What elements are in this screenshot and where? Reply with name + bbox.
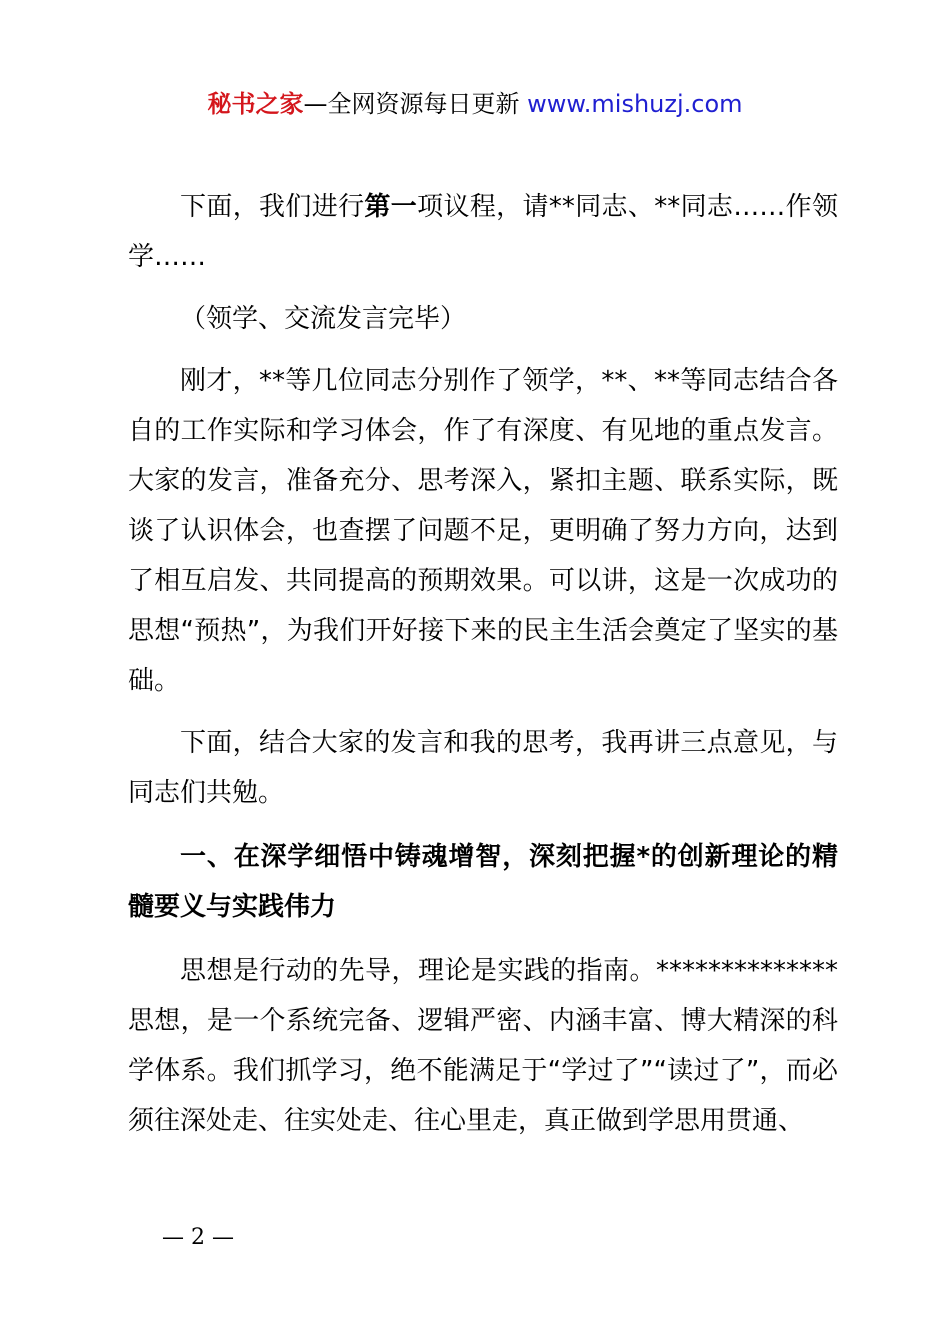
header-tagline: —全网资源每日更新 (303, 90, 520, 118)
section-heading-1: 一、在深学细悟中铸魂增智，深刻把握*的创新理论的精髓要义与实践伟力 (128, 842, 838, 922)
document-body (128, 182, 838, 1146)
page-number: — 2 — (162, 1225, 234, 1250)
paragraph-agenda (128, 182, 838, 282)
paragraph-transition: 下面，结合大家的发言和我的思考，我再讲三点意见，与同志们共勉。 (128, 728, 838, 808)
paragraph-agenda-bold: 第一 (364, 192, 418, 222)
header-brand: 秘书之家 (207, 90, 304, 118)
paragraph-speeches-complete: （领学、交流发言完毕） (180, 304, 467, 334)
paragraph-agenda-start: 下面，我们进行 (180, 192, 365, 222)
paragraph-agenda-end: 项议程，请**同志、**同志……作领学…… (128, 192, 838, 272)
paragraph-summary: 刚才，**等几位同志分别作了领学，**、**等同志结合各自的工作实际和学习体会，作了有深度、有见地的重点发言。大家的发言，准备充分、思考深入，紧扣主题、联系实际，既谈了认识体会，也查摆了问题不足，更明确了努力方向，达到了相互启发、共同提高的预期效果。可以讲，这是一次成功的思想“预热”，为我们开好接下来的民主生活会奠定了坚实的基础。 (128, 366, 838, 696)
header-url[interactable]: www.mishuzj.com (527, 90, 743, 118)
document-header (0, 86, 950, 122)
paragraph-theory: 思想是行动的先导，理论是实践的指南。**************思想，是一个系统完备、逻辑严密、内涵丰富、博大精深的科学体系。我们抓学习，绝不能满足于“学过了”“读过了”，而必须往深处走、往实处走、往心里走，真正做到学思用贯通、 (128, 956, 838, 1136)
